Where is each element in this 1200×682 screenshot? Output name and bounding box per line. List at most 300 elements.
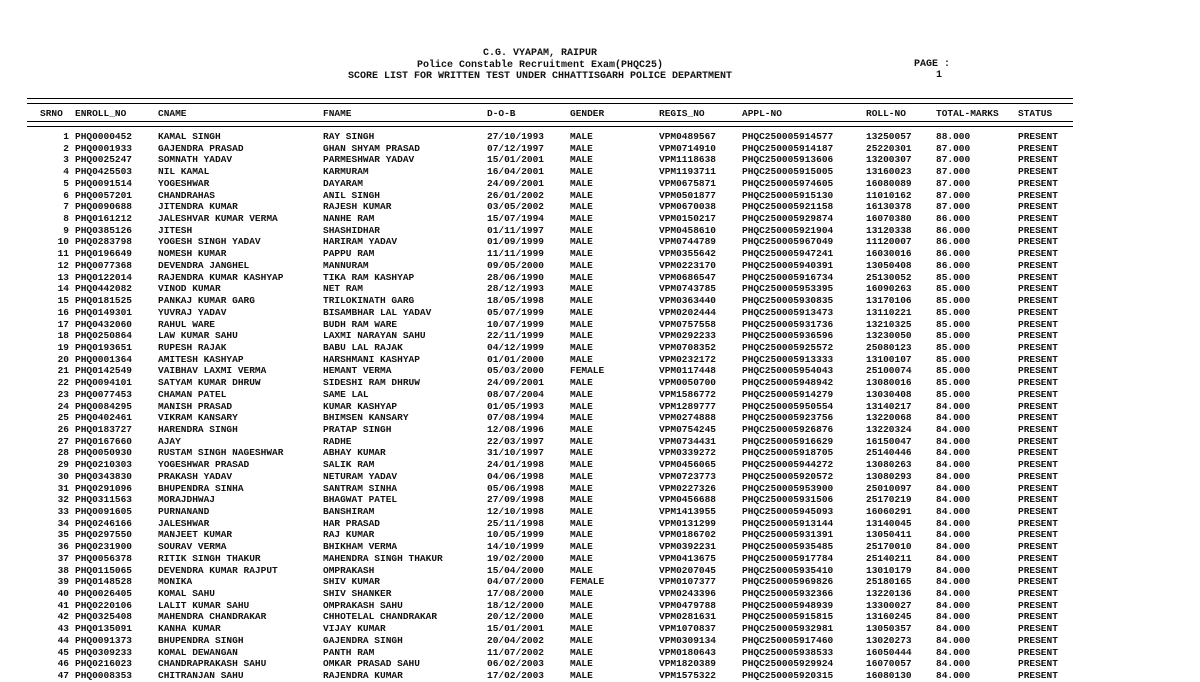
cell-dob: 25/11/1998	[487, 517, 545, 529]
table-row	[0, 377, 1100, 389]
cell-appl-no: PHQC250005916734	[742, 271, 834, 283]
cell-appl-no: PHQC250005918705	[742, 447, 834, 459]
cell-roll-no: 13160245	[866, 611, 912, 623]
cell-enroll-no: PHQ0193651	[75, 341, 133, 353]
cell-gender: MALE	[570, 248, 593, 260]
table-row	[0, 354, 1100, 366]
cell-status: PRESENT	[1018, 318, 1058, 330]
cell-status: PRESENT	[1018, 283, 1058, 295]
cell-dob: 12/08/1996	[487, 423, 545, 435]
cell-gender: MALE	[570, 388, 593, 400]
cell-fname: TRILOKINATH GARG	[323, 295, 415, 307]
cell-regis-no: VPM0744789	[659, 236, 717, 248]
cell-status: PRESENT	[1018, 459, 1058, 471]
cell-regis-no: VPM0232172	[659, 353, 717, 365]
cell-total-marks: 85.000	[936, 318, 971, 330]
cell-gender: MALE	[570, 541, 593, 553]
cell-status: PRESENT	[1018, 435, 1058, 447]
cell-srno: 19	[57, 341, 69, 353]
cell-srno: 21	[57, 365, 69, 377]
table-row	[0, 295, 1100, 307]
cell-cname: SOMNATH YADAV	[158, 154, 233, 166]
cell-regis-no: VPM0117448	[659, 365, 717, 377]
cell-gender: MALE	[570, 306, 593, 318]
cell-enroll-no: PHQ0090688	[75, 201, 133, 213]
cell-status: PRESENT	[1018, 353, 1058, 365]
cell-cname: RAHUL WARE	[158, 318, 216, 330]
cell-srno: 32	[57, 494, 69, 506]
table-row	[0, 307, 1100, 319]
cell-regis-no: VPM0501877	[659, 189, 717, 201]
col-gender: GENDER	[570, 108, 605, 119]
cell-roll-no: 13080293	[866, 470, 912, 482]
cell-appl-no: PHQC250005936596	[742, 330, 834, 342]
cell-cname: JITESH	[158, 224, 193, 236]
cell-dob: 09/05/2000	[487, 259, 545, 271]
page-number: 1	[936, 70, 943, 81]
table-row	[0, 424, 1100, 436]
cell-appl-no: PHQC250005974605	[742, 177, 834, 189]
col-roll-no: ROLL-NO	[866, 108, 906, 119]
cell-fname: LAXMI NARAYAN SAHU	[323, 330, 426, 342]
cell-srno: 12	[57, 259, 69, 271]
cell-status: PRESENT	[1018, 623, 1058, 635]
cell-appl-no: PHQC250005932981	[742, 623, 834, 635]
cell-fname: RADHE	[323, 435, 352, 447]
cell-regis-no: VPM0686547	[659, 271, 717, 283]
cell-appl-no: PHQC250005938533	[742, 646, 834, 658]
cell-fname: PARMESHWAR YADAV	[323, 154, 415, 166]
cell-regis-no: VPM0150217	[659, 213, 717, 225]
cell-cname: JALESHVAR KUMAR VERMA	[158, 213, 278, 225]
cell-srno: 43	[57, 623, 69, 635]
cell-appl-no: PHQC250005914577	[742, 131, 834, 142]
cell-total-marks: 86.000	[936, 236, 971, 248]
cell-roll-no: 16130378	[866, 201, 912, 213]
cell-total-marks: 87.000	[936, 142, 971, 154]
cell-regis-no: VPM0309134	[659, 634, 717, 646]
cell-dob: 18/12/2000	[487, 599, 545, 611]
cell-regis-no: VPM0670038	[659, 201, 717, 213]
cell-enroll-no: PHQ0311563	[75, 494, 133, 506]
cell-srno: 41	[57, 599, 69, 611]
cell-fname: VIJAY KUMAR	[323, 623, 386, 635]
cell-status: PRESENT	[1018, 142, 1058, 154]
cell-status: PRESENT	[1018, 154, 1058, 166]
cell-roll-no: 13050357	[866, 623, 912, 635]
cell-gender: MALE	[570, 470, 593, 482]
cell-fname: PRATAP SINGH	[323, 423, 392, 435]
table-row	[0, 201, 1100, 213]
cell-fname: OMPRAKASH	[323, 564, 375, 576]
cell-enroll-no: PHQ0442082	[75, 283, 133, 295]
cell-regis-no: VPM1193711	[659, 166, 717, 178]
table-row	[0, 401, 1100, 413]
cell-cname: KANHA KUMAR	[158, 623, 221, 635]
table-row	[0, 319, 1100, 331]
cell-enroll-no: PHQ0077453	[75, 388, 133, 400]
cell-regis-no: VPM0743785	[659, 283, 717, 295]
cell-dob: 22/03/1997	[487, 435, 545, 447]
cell-total-marks: 84.000	[936, 588, 971, 600]
cell-roll-no: 16030016	[866, 248, 912, 260]
cell-status: PRESENT	[1018, 341, 1058, 353]
cell-gender: MALE	[570, 564, 593, 576]
cell-srno: 31	[57, 482, 69, 494]
cell-appl-no: PHQC250005931506	[742, 494, 834, 506]
cell-status: PRESENT	[1018, 646, 1058, 658]
exam-title: Police Constable Recruitment Exam(PHQC25)	[416, 59, 664, 71]
cell-status: PRESENT	[1018, 541, 1058, 553]
cell-enroll-no: PHQ0091373	[75, 634, 133, 646]
table-row	[0, 225, 1100, 237]
cell-dob: 12/10/1998	[487, 506, 545, 517]
cell-enroll-no: PHQ0297550	[75, 529, 133, 541]
cell-regis-no: VPM0281631	[659, 611, 717, 623]
col-srno: SRNO	[40, 108, 63, 119]
cell-fname: HARIRAM YADAV	[323, 236, 398, 248]
cell-fname: GAJENDRA SINGH	[323, 634, 403, 646]
cell-gender: MALE	[570, 353, 593, 365]
cell-regis-no: VPM0186702	[659, 529, 717, 541]
cell-appl-no: PHQC250005926876	[742, 423, 834, 435]
cell-total-marks: 85.000	[936, 377, 971, 389]
cell-enroll-no: PHQ0216023	[75, 658, 133, 670]
cell-dob: 11/11/1999	[487, 248, 545, 260]
table-row	[0, 190, 1100, 202]
cell-status: PRESENT	[1018, 658, 1058, 670]
cell-cname: AJAY	[158, 435, 181, 447]
cell-enroll-no: PHQ0056378	[75, 552, 133, 564]
cell-enroll-no: PHQ0385126	[75, 224, 133, 236]
cell-srno: 40	[57, 588, 69, 600]
cell-total-marks: 84.000	[936, 623, 971, 635]
cell-appl-no: PHQC250005921158	[742, 201, 834, 213]
cell-dob: 01/01/2000	[487, 353, 545, 365]
cell-enroll-no: PHQ0196649	[75, 248, 133, 260]
cell-roll-no: 13140217	[866, 400, 912, 412]
cell-dob: 15/01/2001	[487, 623, 545, 635]
cell-appl-no: PHQC250005914187	[742, 142, 834, 154]
cell-gender: MALE	[570, 670, 593, 682]
table-row	[0, 436, 1100, 448]
cell-srno: 36	[57, 541, 69, 553]
cell-appl-no: PHQC250005948939	[742, 599, 834, 611]
cell-appl-no: PHQC250005913473	[742, 306, 834, 318]
cell-dob: 15/01/2001	[487, 154, 545, 166]
cell-appl-no: PHQC250005950554	[742, 400, 834, 412]
table-row	[0, 611, 1100, 623]
cell-gender: MALE	[570, 658, 593, 670]
cell-cname: MANISH PRASAD	[158, 400, 233, 412]
table-row	[0, 154, 1100, 166]
cell-appl-no: PHQC250005923756	[742, 412, 834, 424]
cell-roll-no: 25100074	[866, 365, 912, 377]
cell-status: PRESENT	[1018, 447, 1058, 459]
page-label: PAGE :	[914, 59, 951, 70]
cell-srno: 25	[57, 412, 69, 424]
cell-cname: MANJEET KUMAR	[158, 529, 233, 541]
cell-total-marks: 84.000	[936, 459, 971, 471]
cell-cname: HARENDRA SINGH	[158, 423, 238, 435]
table-row	[0, 248, 1100, 260]
cell-status: PRESENT	[1018, 400, 1058, 412]
cell-total-marks: 85.000	[936, 353, 971, 365]
cell-total-marks: 88.000	[936, 131, 971, 142]
cell-gender: MALE	[570, 447, 593, 459]
cell-regis-no: VPM1586772	[659, 388, 717, 400]
table-row	[0, 459, 1100, 471]
cell-cname: KOMAL DEWANGAN	[158, 646, 238, 658]
cell-srno: 39	[57, 576, 69, 588]
cell-gender: MALE	[570, 131, 593, 142]
cell-fname: BANSHIRAM	[323, 506, 375, 517]
cell-appl-no: PHQC250005920315	[742, 670, 834, 682]
cell-dob: 05/06/1998	[487, 482, 545, 494]
cell-roll-no: 16090263	[866, 283, 912, 295]
cell-roll-no: 13120338	[866, 224, 912, 236]
cell-appl-no: PHQC250005954043	[742, 365, 834, 377]
cell-srno: 14	[57, 283, 69, 295]
cell-gender: MALE	[570, 295, 593, 307]
cell-status: PRESENT	[1018, 306, 1058, 318]
cell-total-marks: 85.000	[936, 271, 971, 283]
cell-cname: YOGESH SINGH YADAV	[158, 236, 261, 248]
cell-total-marks: 84.000	[936, 670, 971, 682]
cell-roll-no: 13220068	[866, 412, 912, 424]
cell-fname: NANHE RAM	[323, 213, 375, 225]
cell-regis-no: VPM0734431	[659, 435, 717, 447]
cell-total-marks: 85.000	[936, 365, 971, 377]
cell-srno: 18	[57, 330, 69, 342]
cell-total-marks: 84.000	[936, 552, 971, 564]
cell-status: PRESENT	[1018, 213, 1058, 225]
cell-cname: KAMAL SINGH	[158, 131, 221, 142]
cell-enroll-no: PHQ0057201	[75, 189, 133, 201]
cell-cname: PRAKASH YADAV	[158, 470, 233, 482]
cell-appl-no: PHQC250005947241	[742, 248, 834, 260]
cell-srno: 28	[57, 447, 69, 459]
header-rule-bottom	[27, 121, 1073, 127]
cell-gender: MALE	[570, 224, 593, 236]
cell-gender: MALE	[570, 318, 593, 330]
cell-gender: MALE	[570, 271, 593, 283]
cell-fname: PAPPU RAM	[323, 248, 375, 260]
col-cname: CNAME	[158, 108, 187, 119]
cell-roll-no: 25010097	[866, 482, 912, 494]
cell-total-marks: 84.000	[936, 529, 971, 541]
cell-appl-no: PHQC250005935485	[742, 541, 834, 553]
cell-dob: 05/07/1999	[487, 306, 545, 318]
cell-regis-no: VPM0392231	[659, 541, 717, 553]
cell-appl-no: PHQC250005913606	[742, 154, 834, 166]
cell-enroll-no: PHQ0291096	[75, 482, 133, 494]
cell-enroll-no: PHQ0122014	[75, 271, 133, 283]
cell-status: PRESENT	[1018, 634, 1058, 646]
cell-roll-no: 25220301	[866, 142, 912, 154]
cell-status: PRESENT	[1018, 330, 1058, 342]
cell-srno: 26	[57, 423, 69, 435]
cell-srno: 16	[57, 306, 69, 318]
cell-regis-no: VPM0675871	[659, 177, 717, 189]
table-row	[0, 213, 1100, 225]
cell-roll-no: 13100107	[866, 353, 912, 365]
cell-cname: MONIKA	[158, 576, 193, 588]
cell-cname: DEVENDRA KUMAR RAJPUT	[158, 564, 278, 576]
cell-appl-no: PHQC250005913144	[742, 517, 834, 529]
cell-enroll-no: PHQ0246166	[75, 517, 133, 529]
cell-enroll-no: PHQ0231900	[75, 541, 133, 553]
cell-enroll-no: PHQ0283798	[75, 236, 133, 248]
cell-appl-no: PHQC250005953900	[742, 482, 834, 494]
cell-total-marks: 87.000	[936, 189, 971, 201]
cell-fname: OMKAR PRASAD SAHU	[323, 658, 420, 670]
cell-enroll-no: PHQ0167660	[75, 435, 133, 447]
cell-appl-no: PHQC250005931391	[742, 529, 834, 541]
cell-srno: 30	[57, 470, 69, 482]
cell-cname: JALESHWAR	[158, 517, 210, 529]
cell-fname: GHAN SHYAM PRASAD	[323, 142, 420, 154]
cell-cname: YOGESHWAR PRASAD	[158, 459, 250, 471]
cell-total-marks: 84.000	[936, 646, 971, 658]
cell-status: PRESENT	[1018, 423, 1058, 435]
cell-regis-no: VPM1575322	[659, 670, 717, 682]
cell-status: PRESENT	[1018, 131, 1058, 142]
cell-enroll-no: PHQ0161212	[75, 213, 133, 225]
cell-roll-no: 25140211	[866, 552, 912, 564]
cell-total-marks: 84.000	[936, 658, 971, 670]
cell-status: PRESENT	[1018, 529, 1058, 541]
cell-gender: MALE	[570, 599, 593, 611]
cell-total-marks: 87.000	[936, 201, 971, 213]
cell-status: PRESENT	[1018, 482, 1058, 494]
cell-dob: 07/12/1997	[487, 142, 545, 154]
cell-cname: CHANDRAHAS	[158, 189, 216, 201]
cell-enroll-no: PHQ0142549	[75, 365, 133, 377]
cell-roll-no: 13080263	[866, 459, 912, 471]
cell-gender: MALE	[570, 236, 593, 248]
cell-status: PRESENT	[1018, 295, 1058, 307]
cell-gender: MALE	[570, 259, 593, 271]
cell-regis-no: VPM0274888	[659, 412, 717, 424]
cell-regis-no: VPM0754245	[659, 423, 717, 435]
cell-status: PRESENT	[1018, 236, 1058, 248]
cell-total-marks: 86.000	[936, 213, 971, 225]
col-status: STATUS	[1018, 108, 1053, 119]
cell-cname: PURNANAND	[158, 506, 210, 517]
cell-appl-no: PHQC250005944272	[742, 459, 834, 471]
cell-status: PRESENT	[1018, 412, 1058, 424]
cell-fname: BISAMBHAR LAL YADAV	[323, 306, 432, 318]
cell-fname: BUDH RAM WARE	[323, 318, 398, 330]
cell-gender: MALE	[570, 611, 593, 623]
cell-enroll-no: PHQ0220106	[75, 599, 133, 611]
cell-fname: BHIKHAM VERMA	[323, 541, 398, 553]
cell-dob: 01/05/1993	[487, 400, 545, 412]
cell-fname: HAR PRASAD	[323, 517, 381, 529]
col-regis-no: REGIS_NO	[659, 108, 705, 119]
cell-dob: 19/02/2000	[487, 552, 545, 564]
table-row	[0, 166, 1100, 178]
cell-cname: CHAMAN PATEL	[158, 388, 227, 400]
cell-total-marks: 85.000	[936, 388, 971, 400]
cell-roll-no: 16150047	[866, 435, 912, 447]
cell-regis-no: VPM0339272	[659, 447, 717, 459]
cell-total-marks: 84.000	[936, 599, 971, 611]
cell-enroll-no: PHQ0025247	[75, 154, 133, 166]
cell-appl-no: PHQC250005935410	[742, 564, 834, 576]
cell-fname: HARSHMANI KASHYAP	[323, 353, 420, 365]
cell-dob: 27/09/1998	[487, 494, 545, 506]
cell-status: PRESENT	[1018, 271, 1058, 283]
cell-dob: 08/07/2004	[487, 388, 545, 400]
cell-status: PRESENT	[1018, 576, 1058, 588]
cell-total-marks: 85.000	[936, 295, 971, 307]
table-row	[0, 272, 1100, 284]
cell-roll-no: 13220136	[866, 588, 912, 600]
cell-srno: 33	[57, 506, 69, 517]
cell-roll-no: 16080089	[866, 177, 912, 189]
cell-regis-no: VPM0456688	[659, 494, 717, 506]
cell-gender: MALE	[570, 213, 593, 225]
cell-gender: MALE	[570, 529, 593, 541]
cell-enroll-no: PHQ0084295	[75, 400, 133, 412]
cell-fname: SANTRAM SINHA	[323, 482, 398, 494]
cell-fname: PANTH RAM	[323, 646, 375, 658]
cell-total-marks: 86.000	[936, 248, 971, 260]
cell-srno: 46	[57, 658, 69, 670]
table-row	[0, 236, 1100, 248]
cell-roll-no: 13170106	[866, 295, 912, 307]
score-table-body	[0, 131, 1100, 682]
cell-total-marks: 84.000	[936, 564, 971, 576]
cell-fname: SHIV SHANKER	[323, 588, 392, 600]
cell-srno: 23	[57, 388, 69, 400]
table-row	[0, 588, 1100, 600]
cell-dob: 04/07/2000	[487, 576, 545, 588]
cell-gender: MALE	[570, 283, 593, 295]
cell-fname: BABU LAL RAJAK	[323, 341, 403, 353]
cell-cname: VAIBHAV LAXMI VERMA	[158, 365, 267, 377]
cell-enroll-no: PHQ0000452	[75, 131, 133, 142]
cell-regis-no: VPM0202444	[659, 306, 717, 318]
cell-enroll-no: PHQ0001933	[75, 142, 133, 154]
cell-fname: NET RAM	[323, 283, 363, 295]
table-row	[0, 283, 1100, 295]
cell-regis-no: VPM1070837	[659, 623, 717, 635]
table-row	[0, 529, 1100, 541]
cell-dob: 04/12/1999	[487, 341, 545, 353]
table-row	[0, 471, 1100, 483]
cell-appl-no: PHQC250005921904	[742, 224, 834, 236]
cell-dob: 24/09/2001	[487, 177, 545, 189]
cell-gender: MALE	[570, 412, 593, 424]
cell-regis-no: VPM0223170	[659, 259, 717, 271]
table-row	[0, 623, 1100, 635]
cell-srno: 1	[63, 131, 69, 142]
cell-regis-no: VPM0131299	[659, 517, 717, 529]
cell-srno: 4	[63, 166, 69, 178]
cell-appl-no: PHQC250005967049	[742, 236, 834, 248]
table-row	[0, 506, 1100, 518]
cell-enroll-no: PHQ0050930	[75, 447, 133, 459]
cell-roll-no: 16070380	[866, 213, 912, 225]
cell-cname: KOMAL SAHU	[158, 588, 216, 600]
cell-regis-no: VPM0458610	[659, 224, 717, 236]
cell-regis-no: VPM0227326	[659, 482, 717, 494]
header-rule-top	[27, 98, 1073, 104]
cell-gender: MALE	[570, 552, 593, 564]
